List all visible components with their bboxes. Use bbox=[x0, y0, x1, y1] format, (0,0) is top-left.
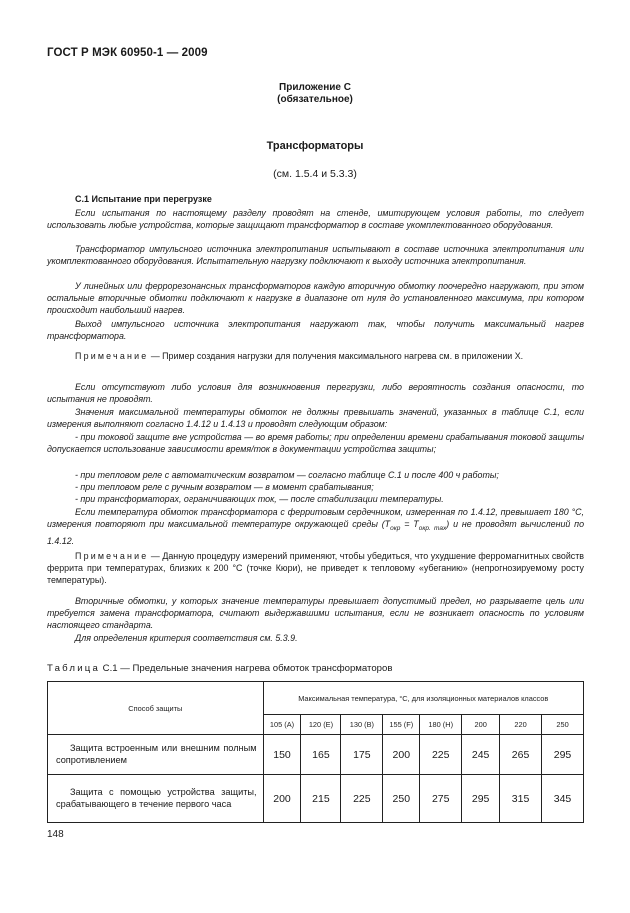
page-title: Трансформаторы bbox=[266, 140, 364, 152]
note-text: — Пример создания нагрузки для получения максимального нагрева см. в приложении X. bbox=[148, 351, 524, 361]
ferrite-text: ) и не проводят вычислений по 1.4.12. bbox=[47, 519, 585, 546]
table-cell: 250 bbox=[383, 775, 420, 823]
row-label: Защита встроенным или внешним полным сопротивлением bbox=[48, 735, 264, 775]
paragraph: Вторичные обмотки, у которых значение температуры превышает допустимый предел, но разрываете цель или требуется замена трансформатора, считают выдержавшими испытания, если не возникает опасность по условиям настоящего стандарта. bbox=[47, 596, 584, 630]
table-cell: 200 bbox=[383, 735, 420, 775]
class-header: 105 (А) bbox=[263, 715, 301, 735]
group-header: Максимальная температура, °С, для изоляционных материалов классов bbox=[263, 682, 583, 715]
paragraph: Если испытания по настоящему разделу проводят на стенде, имитирующем условия работы, то следует использовать любые устройства, которые защищают трансформатор в составе укомплектованного оборудования. bbox=[47, 208, 584, 230]
table-cell: 315 bbox=[500, 775, 542, 823]
paragraph: Выход импульсного источника электропитания нагружают так, чтобы получить максимальный нагрев трансформатора. bbox=[47, 319, 584, 341]
table-cell: 200 bbox=[263, 775, 301, 823]
subscript: окр bbox=[390, 524, 401, 532]
class-header: 180 (Н) bbox=[420, 715, 462, 735]
table-cell: 225 bbox=[341, 775, 383, 823]
note-text: — Данную процедуру измерений применяют, чтобы убедиться, что ухудшение ферромагнитных свойств феррита при температурах, близких к 200 °С (точке Кюри), не приведет к тепловому «убеганию» (непрогнозируемому росту температуры). bbox=[47, 551, 584, 585]
table-cell: 175 bbox=[341, 735, 383, 775]
class-header: 220 bbox=[500, 715, 542, 735]
limits-table bbox=[47, 681, 584, 823]
table-caption-label: Таблица bbox=[47, 663, 101, 674]
class-header: 130 (В) bbox=[341, 715, 383, 735]
note bbox=[47, 350, 584, 362]
paragraph: Трансформатор импульсного источника электропитания испытывают в составе источника электропитания или укомплектованного оборудования. Испытательную нагрузку подключают к выходу источника электропитания. bbox=[47, 244, 584, 266]
paragraph: Для определения критерия соответствия см. 5.3.9. bbox=[75, 633, 298, 643]
list-item: - при тепловом реле с автоматическим возвратом — согласно таблице С.1 и после 400 ч работы; bbox=[75, 470, 499, 480]
equals: = bbox=[400, 519, 414, 529]
note bbox=[47, 550, 584, 586]
table-cell: 295 bbox=[542, 735, 584, 775]
table-row bbox=[48, 735, 584, 775]
note-label: Примечание bbox=[75, 351, 149, 361]
symbol-t: T bbox=[413, 519, 419, 529]
ferrite-paragraph bbox=[47, 506, 584, 547]
subscript: окр. max bbox=[418, 524, 447, 532]
document-header: ГОСТ Р МЭК 60950-1 — 2009 bbox=[47, 47, 208, 59]
table-row bbox=[48, 775, 584, 823]
list-item: - при трансформаторах, ограничивающих ток, — после стабилизации температуры. bbox=[75, 494, 444, 504]
appendix-status: (обязательное) bbox=[277, 94, 353, 105]
class-header: 155 (F) bbox=[383, 715, 420, 735]
appendix-title: Приложение С bbox=[279, 82, 351, 93]
table-caption bbox=[47, 663, 392, 674]
table-cell: 245 bbox=[462, 735, 500, 775]
note-label: Примечание bbox=[75, 551, 149, 561]
paragraph: Если отсутствуют либо условия для возникновения перегрузки, либо вероятность создания опасности, то испытания не проводят. bbox=[47, 382, 584, 404]
list-item: - при токовой защите вне устройства — во время работы; при определении времени срабатывания токовой защиты допускается использование зависимости время/ток в документации устройства защиты; bbox=[47, 432, 584, 454]
table-cell: 165 bbox=[301, 735, 341, 775]
table-cell: 225 bbox=[420, 735, 462, 775]
table-cell: 265 bbox=[500, 735, 542, 775]
section-heading: С.1 Испытание при перегрузке bbox=[75, 194, 212, 204]
table-caption-text: С.1 — Предельные значения нагрева обмоток трансформаторов bbox=[100, 663, 393, 674]
class-header: 250 bbox=[542, 715, 584, 735]
reference: (см. 1.5.4 и 5.3.3) bbox=[273, 168, 357, 180]
table-cell: 295 bbox=[462, 775, 500, 823]
row-label: Защита с помощью устройства защиты, срабатывающего в течение первого часа bbox=[48, 775, 264, 823]
list-item: - при тепловом реле с ручным возвратом — в момент срабатывания; bbox=[75, 482, 374, 492]
class-header: 200 bbox=[462, 715, 500, 735]
table-cell: 150 bbox=[263, 735, 301, 775]
table-cell: 345 bbox=[542, 775, 584, 823]
paragraph: Значения максимальной температуры обмоток не должны превышать значений, указанных в таблице С.1, если измерения выполняют согласно 1.4.12 и 1.4.13 и проводят следующим образом: bbox=[47, 407, 584, 429]
page-number: 148 bbox=[47, 829, 64, 840]
symbol-t: T bbox=[384, 519, 391, 529]
column-header-protection: Способ защиты bbox=[48, 682, 264, 735]
table-cell: 215 bbox=[301, 775, 341, 823]
table-cell: 275 bbox=[420, 775, 462, 823]
paragraph: У линейных или феррорезонансных трансформаторов каждую вторичную обмотку поочередно нагружают, при этом остальные вторичные обмотки подключают к нагрузке в диапазоне от нуля до установленного максимума, при котором происходит наибольший нагрев. bbox=[47, 281, 584, 315]
class-header: 120 (Е) bbox=[301, 715, 341, 735]
ferrite-text: Если температура обмоток трансформатора с ферритовым сердечником, измеренная по 1.4.12, превышает 180 °С, измерения повторяют при максимальной температуре окружающей среды ( bbox=[47, 507, 584, 529]
